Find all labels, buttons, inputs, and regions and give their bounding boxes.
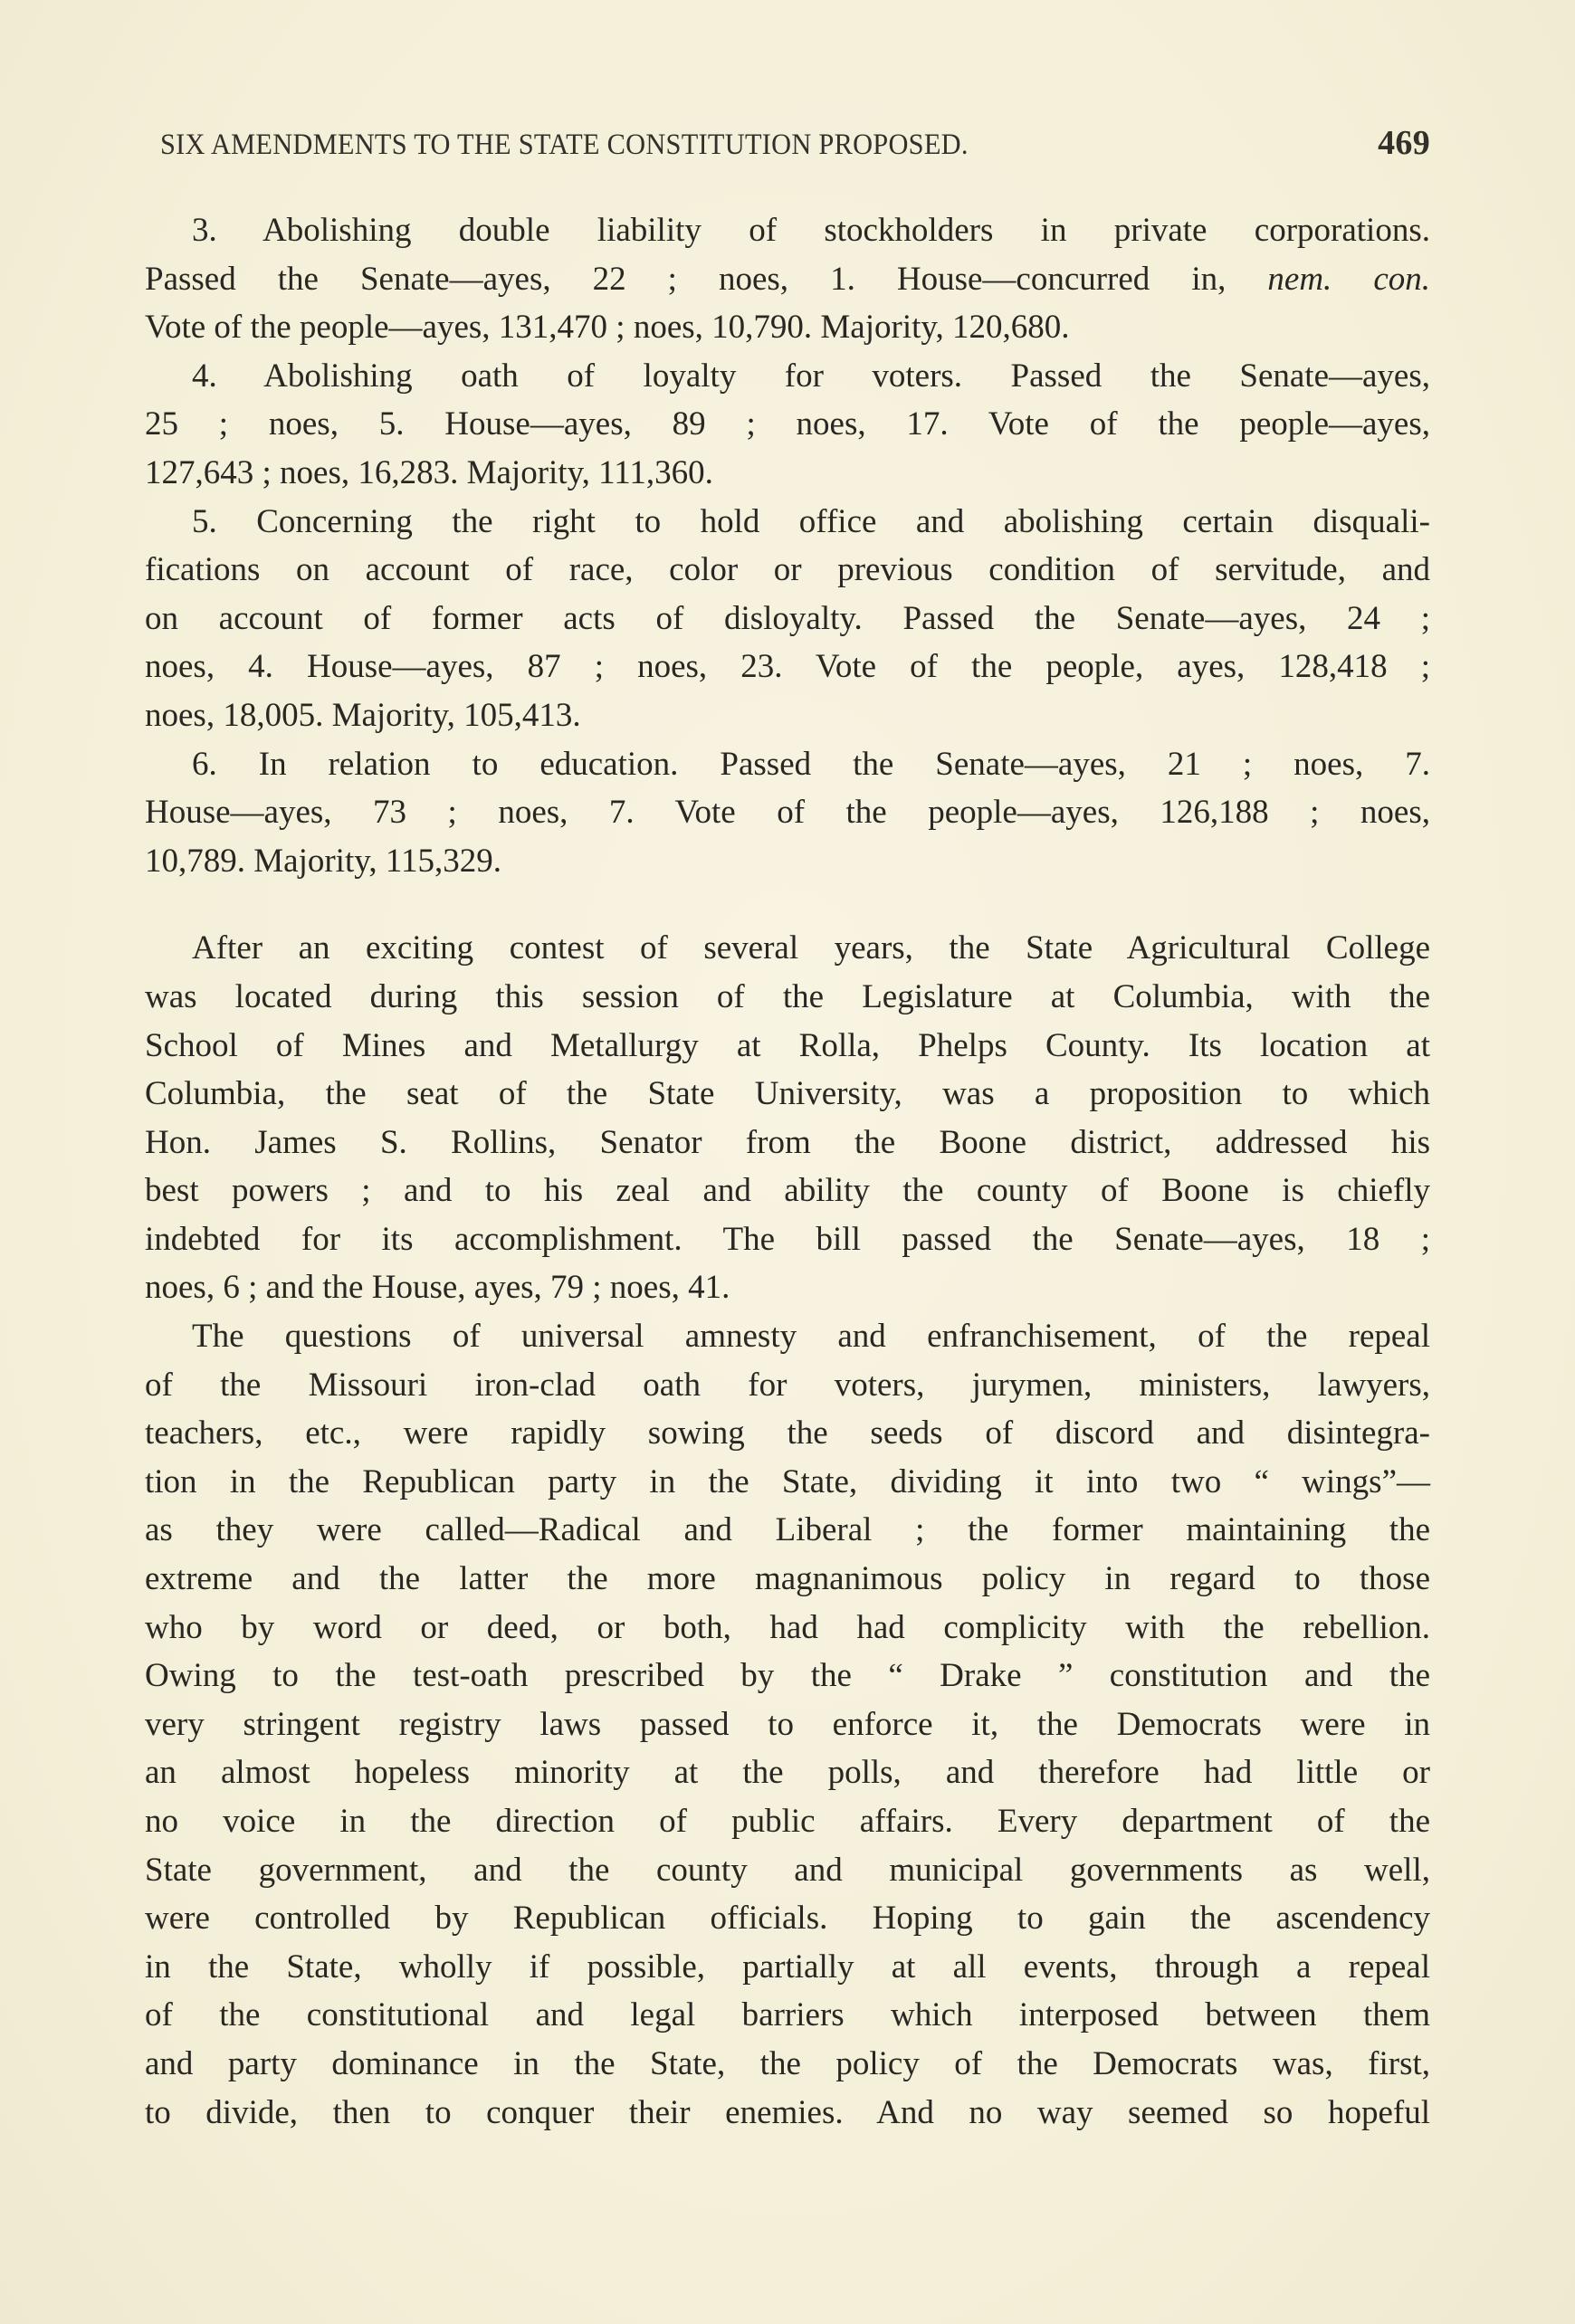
- text-line: very stringent registry laws passed to enforce it, the Democrats were in: [145, 1705, 1430, 1743]
- text-line: fications on account of race, color or previous condition of servitude, and: [145, 551, 1430, 589]
- text-line: 3. Abolishing double liability of stockholders in private corporations.: [192, 212, 1430, 249]
- text-line: of the Missouri iron-clad oath for voters, jurymen, ministers, lawyers,: [145, 1366, 1430, 1404]
- text-line: House—ayes, 73 ; noes, 7. Vote of the people—ayes, 126,188 ; noes,: [145, 794, 1430, 832]
- text-line: and party dominance in the State, the policy of the Democrats was, first,: [145, 2044, 1430, 2082]
- text-line: noes, 4. House—ayes, 87 ; noes, 23. Vote of the people, ayes, 128,418 ;: [145, 648, 1430, 686]
- text-line: indebted for its accomplishment. The bill passed the Senate—ayes, 18 ;: [145, 1220, 1430, 1258]
- text-line: were controlled by Republican officials. Hoping to gain the ascendency: [145, 1900, 1430, 1938]
- text-line: in the State, wholly if possible, partially at all events, through a repeal: [145, 1948, 1430, 1986]
- text-line: as they were called—Radical and Liberal ; the former maintaining the: [145, 1511, 1430, 1549]
- text-line: teachers, etc., were rapidly sowing the seeds of discord and disintegra-: [145, 1414, 1430, 1452]
- text-line: on account of former acts of disloyalty. Passed the Senate—ayes, 24 ;: [145, 599, 1430, 637]
- text-line: School of Mines and Metallurgy at Rolla, Phelps County. Its location at: [145, 1026, 1430, 1064]
- text-line: Vote of the people—ayes, 131,470 ; noes, 10,790. Majority, 120,680.: [145, 309, 1070, 347]
- text-line: Columbia, the seat of the State University, was a proposition to which: [145, 1075, 1430, 1113]
- text-segment: Passed the Senate—ayes, 22 ; noes, 1. House—concurred in,: [145, 260, 1268, 298]
- paragraph: [145, 206, 1430, 352]
- text-line: After an exciting contest of several years, the State Agricultural College: [192, 929, 1430, 967]
- body-text: [145, 206, 1430, 2137]
- text-line: 127,643 ; noes, 16,283. Majority, 111,360.: [145, 453, 713, 491]
- text-line: 4. Abolishing oath of loyalty for voters. Passed the Senate—ayes,: [192, 357, 1430, 395]
- text-line: was located during this session of the Legislature at Columbia, with the: [145, 977, 1430, 1015]
- text-line: The questions of universal amnesty and enfranchisement, of the repeal: [192, 1318, 1430, 1356]
- text-line: of the constitutional and legal barriers which interposed between them: [145, 1996, 1430, 2034]
- text-line: 5. Concerning the right to hold office and abolishing certain disquali-: [192, 502, 1430, 540]
- paragraph: [145, 740, 1430, 886]
- text-line: no voice in the direction of public affairs. Every department of the: [145, 1803, 1430, 1840]
- text-line: extreme and the latter the more magnanimous policy in regard to those: [145, 1560, 1430, 1598]
- text-line: 6. In relation to education. Passed the Senate—ayes, 21 ; noes, 7.: [192, 745, 1430, 783]
- paragraph: [145, 924, 1430, 1312]
- text-line: an almost hopeless minority at the polls, and therefore had little or: [145, 1754, 1430, 1792]
- running-head-title: SIX AMENDMENTS TO THE STATE CONSTITUTION PROPOSED.: [160, 129, 969, 161]
- text-line: who by word or deed, or both, had had complicity with the rebellion.: [145, 1608, 1430, 1646]
- text-line: noes, 6 ; and the House, ayes, 79 ; noes, 41.: [145, 1269, 730, 1307]
- text-line: Owing to the test-oath prescribed by the “ Drake ” constitution and the: [145, 1657, 1430, 1695]
- paragraph: [145, 498, 1430, 740]
- text-line: 10,789. Majority, 115,329.: [145, 842, 501, 880]
- running-head: [160, 123, 1430, 163]
- text-line: Hon. James S. Rollins, Senator from the Boone district, addressed his: [145, 1123, 1430, 1161]
- text-line: 25 ; noes, 5. House—ayes, 89 ; noes, 17. Vote of the people—ayes,: [145, 405, 1430, 443]
- text-line: best powers ; and to his zeal and ability the county of Boone is chiefly: [145, 1172, 1430, 1210]
- text-line: to divide, then to conquer their enemies. And no way seemed so hopeful: [145, 2093, 1430, 2131]
- paragraph: [145, 352, 1430, 498]
- paragraph: [145, 1312, 1430, 2137]
- page-number: 469: [1378, 124, 1430, 162]
- text-line: noes, 18,005. Majority, 105,413.: [145, 696, 581, 734]
- text-line: State government, and the county and municipal governments as well,: [145, 1851, 1430, 1889]
- text-line: [145, 255, 1430, 304]
- italic-text: nem. con.: [1267, 260, 1430, 298]
- text-line: tion in the Republican party in the State, dividing it into two “ wings”—: [145, 1462, 1430, 1500]
